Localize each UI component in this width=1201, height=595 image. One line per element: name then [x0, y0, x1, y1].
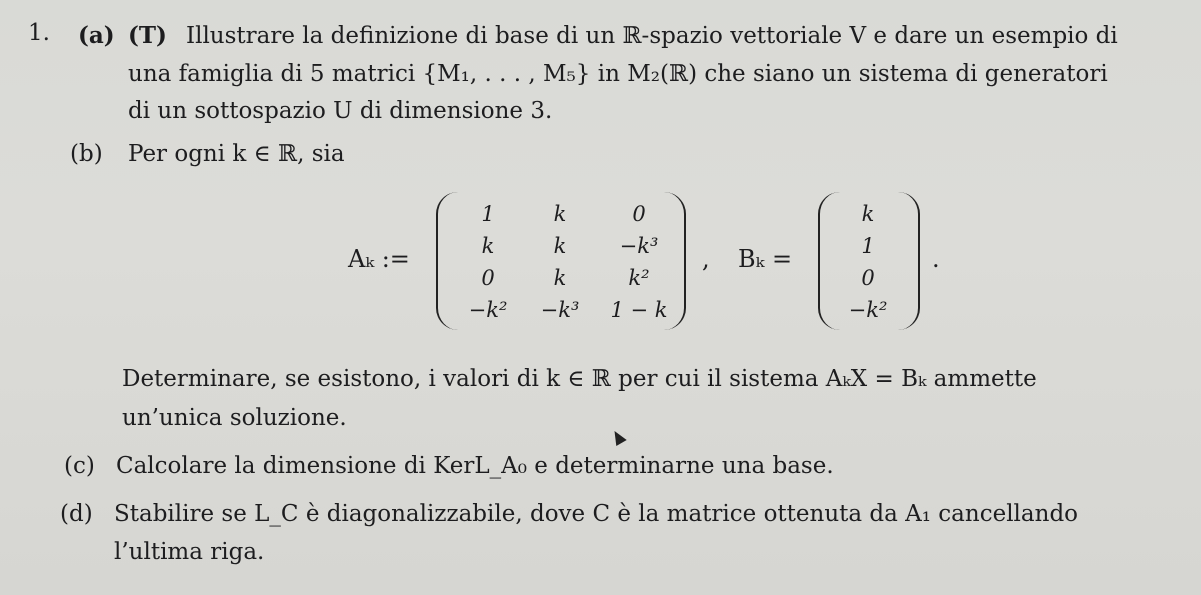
matrix-B-cell: 1: [861, 234, 875, 258]
matrix-A-cell: k²: [628, 266, 650, 290]
matrix-A-cell: k: [481, 234, 495, 258]
part-c-text: Calcolare la dimensione di KerL_A₀ e determinarne una base.: [116, 453, 834, 479]
matrix-A-cell: −k³: [619, 234, 659, 258]
part-b-intro: Per ogni k ∈ ℝ, sia: [128, 141, 345, 167]
matrix-A-cell: 1: [481, 202, 495, 226]
part-a-line-2: una famiglia di 5 matrici {M₁, . . . , M₅} in M₂(ℝ) che siano un sistema di generatori: [128, 61, 1108, 87]
matrix-A-cell: 0: [481, 266, 495, 290]
part-b-label: (b): [70, 141, 103, 167]
matrix-A-cell: k: [553, 234, 567, 258]
matrix-B-cell: 0: [861, 266, 875, 290]
part-a-line-3: di un sottospazio U di dimensione 3.: [128, 98, 553, 124]
matrix-A-label: Aₖ :=: [348, 245, 410, 273]
problem-number: 1.: [28, 20, 50, 46]
matrix-B: [836, 198, 900, 326]
matrix-A-cell: k: [553, 202, 567, 226]
matrix-A-cell: −k³: [540, 298, 580, 322]
part-b-question-line-2: un’unica soluzione.: [122, 405, 347, 431]
part-d-line-2: l’ultima riga.: [114, 539, 265, 565]
matrix-A-cell: k: [553, 266, 567, 290]
part-d-label: (d): [60, 501, 93, 527]
part-a-label: (a): [78, 22, 115, 49]
matrix-A: [452, 198, 682, 326]
part-c-label: (c): [64, 453, 95, 479]
matrix-B-right-paren: [896, 192, 920, 330]
part-d-line-1: Stabilire se L_C è diagonalizzabile, dove C è la matrice ottenuta da A₁ cancellando: [114, 501, 1079, 527]
matrix-B-cell: k: [861, 202, 875, 226]
part-a-tag: (T): [128, 22, 167, 49]
part-b-question-line-1: Determinare, se esistono, i valori di k ∈ ℝ per cui il sistema AₖX = Bₖ ammette: [122, 366, 1037, 392]
matrix-period: .: [932, 245, 940, 273]
matrix-A-cell: 0: [632, 202, 646, 226]
part-a-line-1: Illustrare la definizione di base di un ℝ-spazio vettoriale V e dare un esempio di: [186, 23, 1118, 49]
matrix-equation: [340, 190, 960, 340]
matrix-A-cell: −k²: [468, 298, 508, 322]
matrix-comma: ,: [702, 245, 710, 273]
mouse-cursor-icon: [609, 428, 626, 446]
matrix-B-label: Bₖ =: [738, 245, 793, 273]
matrix-A-right-paren: [662, 192, 686, 330]
matrix-B-cell: −k²: [848, 298, 888, 322]
matrix-A-cell: 1 − k: [610, 298, 668, 322]
